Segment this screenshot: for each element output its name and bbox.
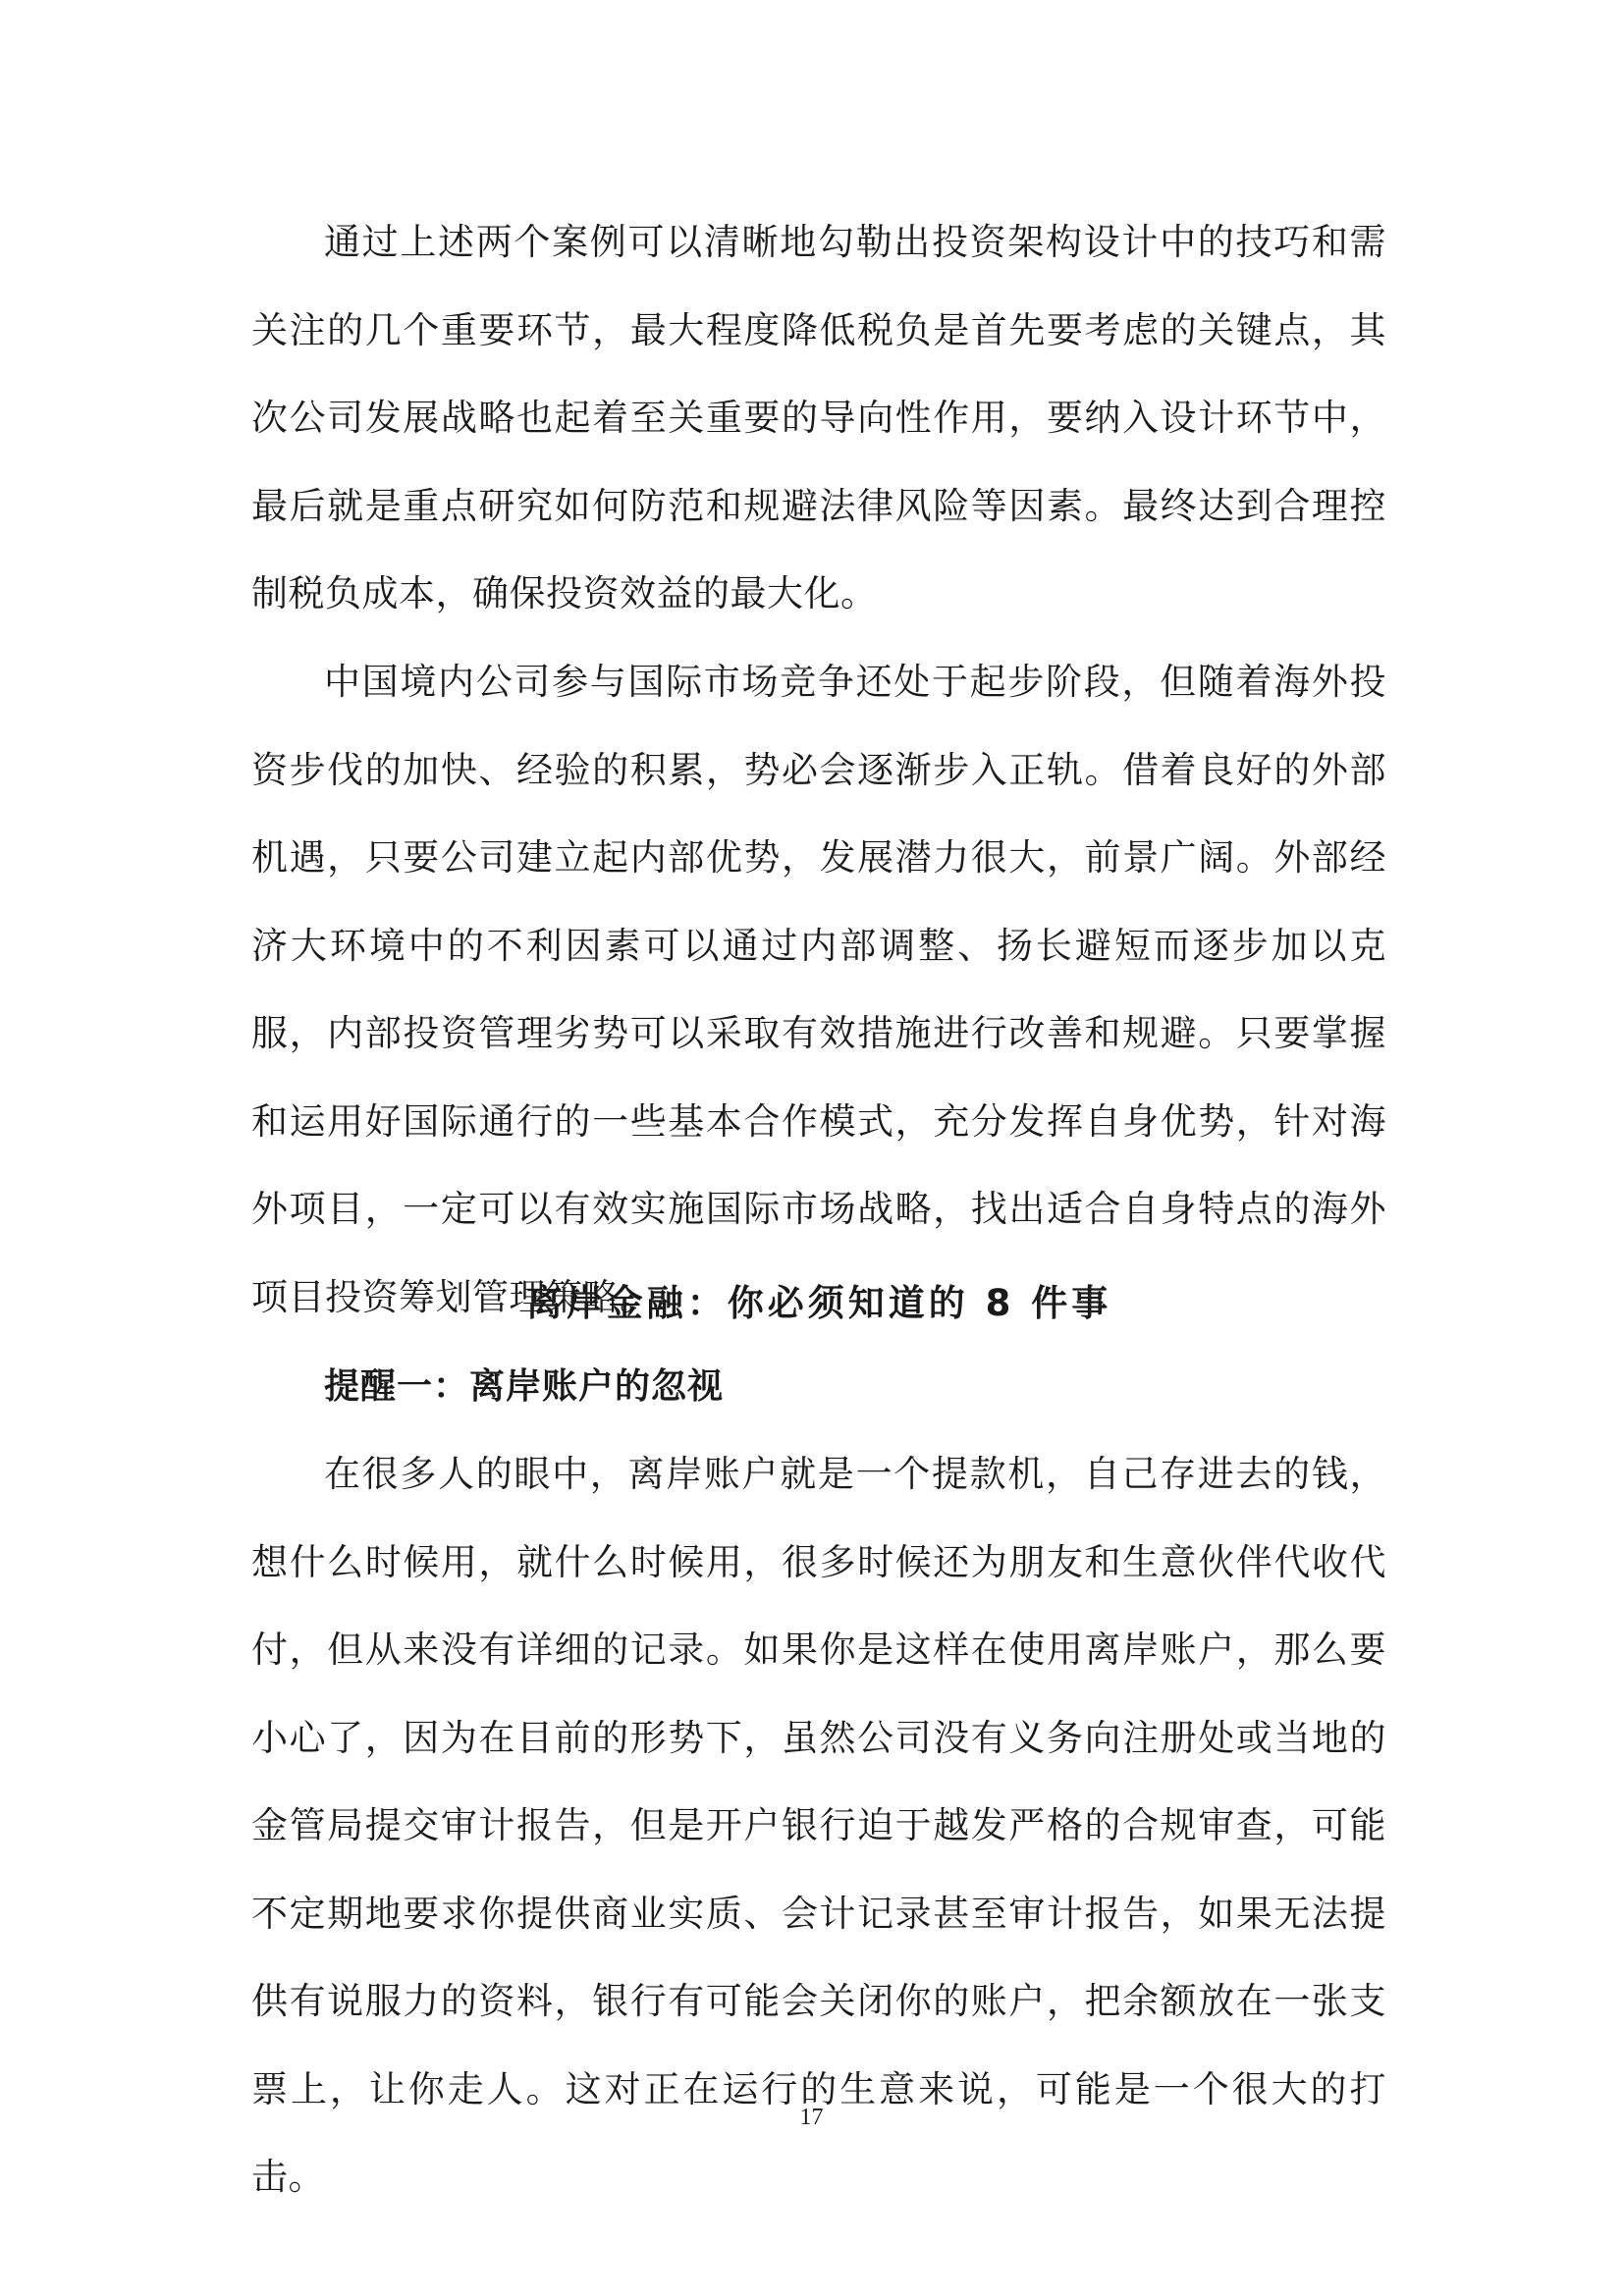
paragraph-text: 在很多人的眼中，离岸账户就是一个提款机，自己存进去的钱，想什么时候用，就什么时候用，很多时候还为朋友和生意伙伴代收代付，但从来没有详细的记录。如果你是这样在使用离岸账户，那么要小心了，因为在目前的形势下，虽然公司没有义务向注册处或当地的金管局提交审计报告，但是开户银行迫于越发严格的合规审查，可能不定期地要求你提供商业实质、会计记录甚至审计报告，如果无法提供有说服力的资料，银行有可能会关闭你的账户，把余额放在一张支票上，让你走人。这对正在运行的生意来说，可能是一个很大的打击。	[251, 1453, 1386, 2198]
paragraph-investment-structure	[251, 198, 1386, 638]
section-subtitle: 提醒一：离岸账户的忽视	[324, 1366, 725, 1407]
page-number: 17	[799, 2105, 824, 2130]
paragraph-international-market	[251, 638, 1386, 1341]
paragraph-text: 中国境内公司参与国际市场竞争还处于起步阶段，但随着海外投资步伐的加快、经验的积累，势必会逐渐步入正轨。借着良好的外部机遇，只要公司建立起内部优势，发展潜力很大，前景广阔。外部经济大环境中的不利因素可以通过内部调整、扬长避短而逐步加以克服，内部投资管理劣势可以采取有效措施进行改善和规避。只要掌握和运用好国际通行的一些基本合作模式，充分发挥自身优势，针对海外项目，一定可以有效实施国际市场战略，找出适合自身特点的海外项目投资筹划管理策略。	[251, 661, 1386, 1318]
paragraph-text: 通过上述两个案例可以清晰地勾勒出投资架构设计中的技巧和需关注的几个重要环节，最大程度降低税负是首先要考虑的关键点，其次公司发展战略也起着至关重要的导向性作用，要纳入设计环节中，最后就是重点研究如何防范和规避法律风险等因素。最终达到合理控制税负成本，确保投资效益的最大化。	[251, 221, 1386, 614]
section-title: 离岸金融：你必须知道的 8 件事	[525, 1282, 1112, 1324]
